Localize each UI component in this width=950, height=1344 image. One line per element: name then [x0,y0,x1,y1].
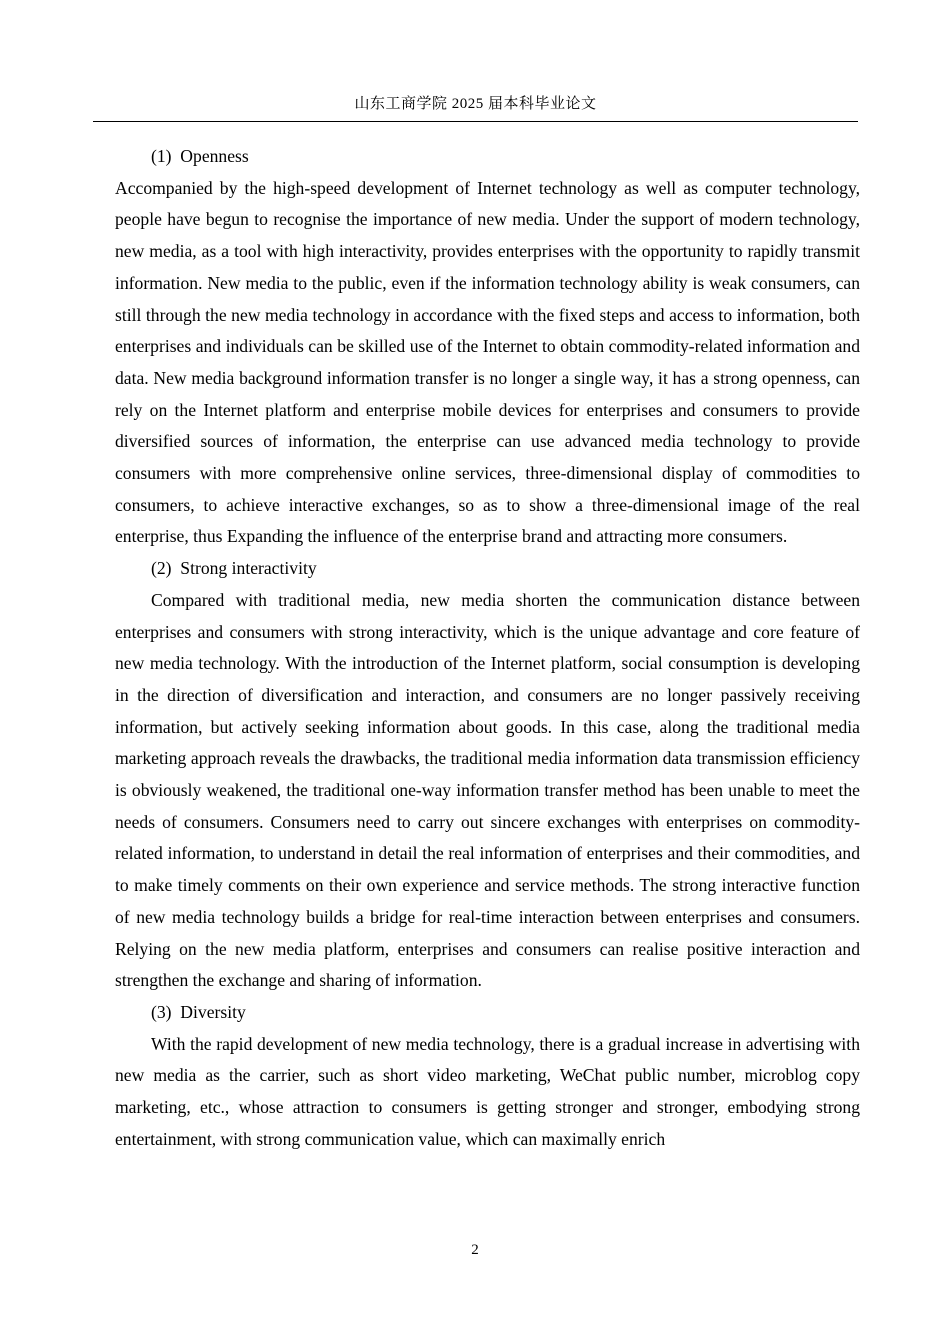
section-heading-strong-interactivity: (2) Strong interactivity [151,558,317,579]
paragraph-openness: Accompanied by the high-speed development of Internet technology as well as computer technology, people have begun to recognise the importance of new media. Under the support of modern technology, new media, as a tool with high interactivity, provides enterprises with the opportunity to rapidly transmit information. New media to the public, even if the information technology ability is weak consumers, can still through the new media technology in accordance with the fixed steps and access to information, both enterprises and individuals can be skilled use of the Internet to obtain commodity-related information and data. New media background information transfer is no longer a single way, it has a strong openness, can rely on the Internet platform and enterprise mobile devices for enterprises and consumers to provide diversified sources of information, the enterprise can use advanced media technology to provide consumers with more comprehensive online services, three-dimensional display of commodities to consumers, to achieve interactive exchanges, so as to show a three-dimensional image of the real enterprise, thus Expanding the influence of the enterprise brand and attracting more consumers. [115,177,860,547]
page-header [93,95,858,122]
section-heading-openness: (1) Openness [151,146,249,166]
page-footer [0,1242,950,1259]
paragraph-strong-interactivity: Compared with traditional media, new media shorten the communication distance between enterprises and consumers with strong interactivity, which is the unique advantage and core feature of new media technology. With the introduction of the Internet platform, social consumption is developing in the direction of diversification and interaction, and consumers are no longer passively receiving information, but actively seeking information about goods. In this case, along the traditional media marketing approach reveals the drawbacks, the traditional media information data transmission efficiency is obviously weakened, the traditional one-way information transfer method has been unable to meet the needs of consumers. Consumers need to carry out sincere exchanges with enterprises on commodity-related information, to understand in detail the real information of enterprises and their commodities, and to make timely comments on their own experience and service methods. The strong interactive function of new media technology builds a bridge for real-time interaction between enterprises and consumers. Relying on the new media platform, enterprises and consumers can realise positive interaction and strengthen the exchange and sharing of information. [115,589,860,991]
section-heading-diversity: (3) Diversity [151,1001,246,1022]
section-openness [115,141,860,553]
section-diversity [115,997,860,1156]
page-number: 2 [471,1242,479,1258]
paragraph-diversity: With the rapid development of new media technology, there is a gradual increase in advertising with new media as the carrier, such as short video marketing, WeChat public number, microblog copy marketing, etc., whose attraction to consumers is getting stronger and stronger, embodying strong entertainment, with strong communication value, which can maximally enrich [115,1033,860,1149]
document-content [115,141,860,1156]
header-title: 山东工商学院 2025 届本科毕业论文 [354,96,597,112]
section-strong-interactivity [115,553,860,997]
